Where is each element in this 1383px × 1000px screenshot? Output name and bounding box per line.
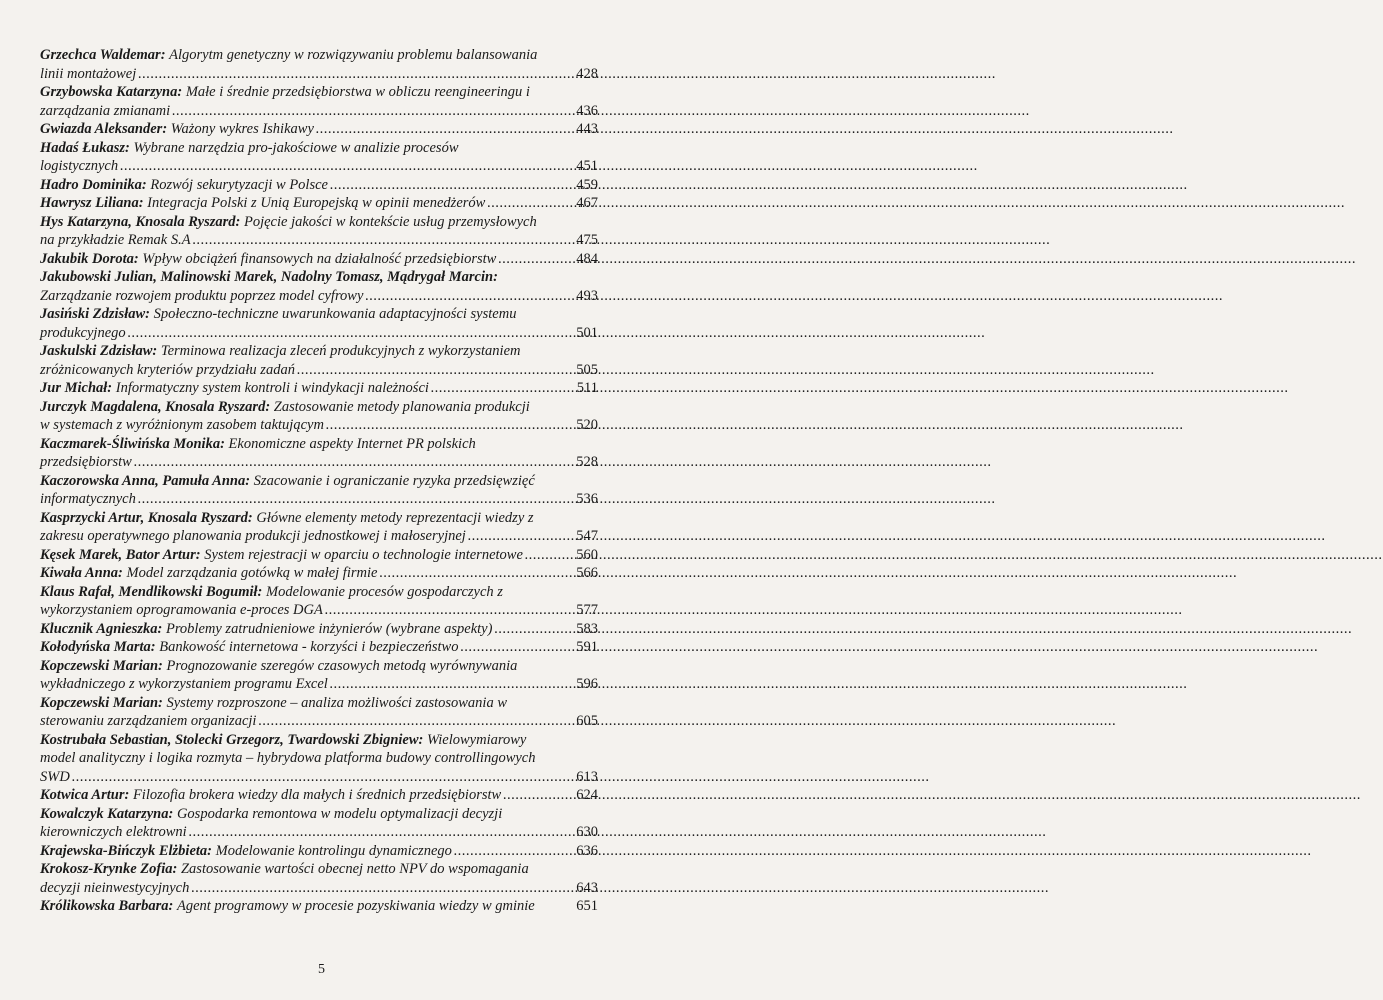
entry-title: Zastosowanie wartości obecnej netto NPV do wspomagania: [180, 861, 529, 877]
entry-title-cont: wykładniczego z wykorzystaniem programu Excel: [40, 676, 328, 692]
entry-title-cont: model analityczny i logika rozmyta – hybrydowa platforma budowy controllingowych: [40, 750, 536, 766]
dot-leader: [138, 490, 564, 509]
toc-entry: [40, 268, 598, 305]
toc-line: [40, 675, 598, 694]
entry-title: Ekonomiczne aspekty Internet PR polskich: [228, 435, 476, 452]
entry-title-cont: na przykładzie Remak S.A: [40, 232, 191, 248]
toc-line: [40, 83, 598, 102]
toc-line: [40, 176, 598, 195]
entry-authors: Kiwała Anna:: [40, 565, 123, 581]
entry-title: Gospodarka remontowa w modelu optymalizacji decyzji: [176, 805, 503, 822]
dot-leader: [120, 157, 564, 176]
entry-title: Modelowanie procesów gospodarczych z: [266, 583, 503, 600]
toc-line: [40, 102, 598, 121]
dot-leader: [487, 194, 564, 213]
toc-entry: [40, 786, 598, 805]
entry-title: Ważony wykres Ishikawy: [170, 121, 314, 137]
toc-line: [40, 620, 598, 639]
toc-line: [40, 490, 598, 509]
toc-entry: [40, 194, 598, 213]
toc-line: [40, 694, 598, 713]
toc-line: [40, 250, 598, 269]
entry-title: Filozofia brokera wiedzy dla małych i średnich przedsiębiorstw: [132, 787, 502, 803]
entry-authors: Hadro Dominika:: [40, 176, 147, 193]
entry-page-number: 501: [576, 324, 598, 341]
entry-page-number: 636: [576, 842, 598, 859]
toc-entry: [40, 620, 598, 639]
page-number: 5: [318, 962, 325, 977]
toc-line: [40, 398, 598, 417]
dot-leader: [460, 638, 564, 657]
entry-title: Wielowymiarowy: [426, 731, 527, 748]
toc-line: [40, 749, 598, 768]
entry-page-number: 583: [576, 620, 598, 637]
entry-page-number: 613: [576, 768, 598, 785]
toc-entry: [40, 897, 598, 916]
entry-authors: Kołodyńska Marta:: [40, 639, 156, 655]
entry-authors: Klaus Rafał, Mendlikowski Bogumił:: [40, 583, 263, 600]
entry-page-number: 475: [576, 232, 598, 248]
entry-authors: Krokosz-Krynke Zofia:: [40, 861, 178, 877]
toc-line: [40, 231, 598, 250]
toc-line: [40, 65, 598, 84]
entry-page-number: 596: [576, 676, 598, 692]
entry-title-cont: zarządzania zmianami: [40, 102, 171, 119]
entry-page-number: 493: [576, 287, 598, 304]
toc-line: [40, 879, 598, 898]
entry-authors: Kostrubała Sebastian, Stolecki Grzegorz, Twardowski Zbigniew:: [40, 731, 424, 748]
toc-line: [40, 860, 598, 879]
entry-authors: Kopczewski Marian:: [40, 694, 163, 711]
toc-line: [40, 638, 598, 657]
entry-authors: Hys Katarzyna, Knosala Ryszard:: [40, 213, 241, 230]
entry-authors: Jur Michał:: [40, 380, 113, 396]
entry-title-cont: logistycznych: [40, 158, 119, 174]
toc-line: [40, 194, 598, 213]
toc-line: [40, 472, 598, 491]
toc-entry: [40, 583, 598, 620]
toc-entry: [40, 213, 598, 250]
toc-line: [40, 897, 598, 916]
entry-authors: Jakubowski Julian, Malinowski Marek, Nadolny Tomasz, Mądrygał Marcin:: [40, 269, 498, 285]
toc-line: [40, 527, 598, 546]
toc-line: [40, 157, 598, 176]
dot-leader: [189, 823, 564, 842]
toc-line: [40, 305, 598, 324]
entry-title-cont: zakresu operatywnego planowania produkcji jednostkowej i małoseryjnej: [40, 528, 466, 544]
toc-line: [40, 139, 598, 158]
entry-authors: Krajewska-Bińczyk Elżbieta:: [40, 842, 212, 859]
entry-title-cont: kierowniczych elektrowni: [40, 824, 187, 840]
entry-page-number: 428: [576, 65, 598, 82]
entry-page-number: 505: [576, 361, 598, 378]
entry-title-cont: w systemach z wyróżnionym zasobem taktującym: [40, 417, 324, 433]
entry-authors: Gwiazda Aleksander:: [40, 121, 168, 137]
entry-title: Szacowanie i ograniczanie ryzyka przedsięwzięć: [253, 472, 535, 489]
entry-page-number: 547: [576, 528, 598, 544]
dot-leader: [258, 712, 564, 731]
entry-title-cont: przedsiębiorstw: [40, 454, 132, 470]
entry-page-number: 643: [576, 879, 598, 896]
toc-line: [40, 731, 598, 750]
toc-line: [40, 842, 598, 861]
dot-leader: [193, 231, 564, 250]
entry-title-cont: Zarządzanie rozwojem produktu poprzez model cyfrowy: [40, 287, 364, 304]
toc-line: [40, 601, 598, 620]
toc-entry: [40, 120, 598, 139]
toc-line: [40, 786, 598, 805]
toc-line: [40, 324, 598, 343]
entry-authors: Jurczyk Magdalena, Knosala Ryszard:: [40, 398, 271, 415]
dot-leader: [454, 842, 564, 861]
entry-title: Zastosowanie metody planowania produkcji: [273, 398, 530, 415]
entry-authors: Kaczorowska Anna, Pamuła Anna:: [40, 472, 251, 489]
dot-leader: [128, 324, 564, 343]
toc-line: [40, 546, 598, 565]
entry-title-cont: linii montażowej: [40, 65, 137, 82]
entry-authors: Jaskulski Zdzisław:: [40, 343, 158, 359]
entry-title: Wybrane narzędzia pro-jakościowe w analizie procesów: [133, 139, 459, 156]
entry-title-cont: SWD: [40, 768, 70, 785]
dot-leader: [498, 250, 564, 269]
entry-authors: Kowalczyk Katarzyna:: [40, 805, 174, 822]
entry-page-number: 511: [576, 380, 598, 396]
entry-title-cont: informatycznych: [40, 491, 136, 507]
entry-title: Rozwój sekurytyzacji w Polsce: [150, 176, 328, 193]
toc-entry: [40, 139, 598, 176]
toc-line: [40, 453, 598, 472]
toc-line: [40, 768, 598, 787]
entry-authors: Grzechca Waldemar:: [40, 47, 166, 63]
entry-title: Prognozowanie szeregów czasowych metodą wyrównywania: [166, 657, 518, 674]
entry-page-number: 605: [576, 713, 598, 729]
dot-leader: [326, 416, 564, 435]
toc-entry: [40, 342, 598, 379]
entry-title: Bankowość internetowa - korzyści i bezpieczeństwo: [159, 639, 459, 655]
toc-line: [40, 46, 598, 65]
toc-entry: [40, 564, 598, 583]
entry-authors: Kotwica Artur:: [40, 787, 130, 803]
entry-page-number: 624: [576, 787, 598, 803]
entry-authors: Kęsek Marek, Bator Artur:: [40, 546, 201, 563]
toc-entry: [40, 694, 598, 731]
toc-line: [40, 287, 598, 306]
toc-line: [40, 509, 598, 528]
entry-title: System rejestracji w oparciu o technologie internetowe: [204, 546, 523, 563]
toc-entry: [40, 472, 598, 509]
dot-leader: [468, 527, 564, 546]
toc-entry: [40, 46, 598, 83]
entry-title: Model zarządzania gotówką w małej firmie: [126, 565, 378, 581]
toc-line: [40, 268, 598, 287]
toc-entry: [40, 638, 598, 657]
toc-entry: [40, 842, 598, 861]
dot-leader: [431, 379, 564, 398]
dot-leader: [297, 361, 564, 380]
dot-leader: [138, 65, 564, 84]
toc-entry: [40, 176, 598, 195]
toc-line: [40, 712, 598, 731]
entry-authors: Kasprzycki Artur, Knosala Ryszard:: [40, 509, 253, 526]
dot-leader: [330, 675, 564, 694]
entry-page-number: 467: [576, 195, 598, 211]
toc-line: [40, 120, 598, 139]
toc-line: [40, 213, 598, 232]
entry-title: Integracja Polski z Unią Europejską w opinii menedżerów: [147, 195, 486, 211]
toc-entry: [40, 379, 598, 398]
entry-page-number: 451: [576, 158, 598, 174]
entry-title-cont: zróżnicowanych kryteriów przydziału zadań: [40, 361, 295, 378]
entry-title: Systemy rozproszone – analiza możliwości zastosowania w: [166, 694, 508, 711]
entry-page-number: 560: [576, 546, 598, 563]
entry-title: Modelowanie kontrolingu dynamicznego: [215, 842, 452, 859]
entry-title: Społeczno-techniczne uwarunkowania adaptacyjności systemu: [153, 306, 517, 322]
entry-title: Informatyczny system kontroli i windykacji należności: [115, 380, 429, 396]
entry-title: Algorytm genetyczny w rozwiązywaniu problemu balansowania: [169, 47, 538, 63]
entry-authors: Jakubik Dorota:: [40, 250, 139, 267]
entry-authors: Hadaś Łukasz:: [40, 139, 130, 156]
entry-title: Wpływ obciążeń finansowych na działalność przedsiębiorstw: [142, 250, 497, 267]
entry-title-cont: wykorzystaniem oprogramowania e-proces DGA: [40, 602, 323, 618]
entry-page-number: 436: [576, 102, 598, 119]
toc-entry: [40, 398, 598, 435]
toc-line: [40, 435, 598, 454]
toc-entry: [40, 83, 598, 120]
entry-page-number: 520: [576, 417, 598, 433]
toc-line: [40, 361, 598, 380]
toc-line: [40, 823, 598, 842]
toc-line: [40, 564, 598, 583]
toc-entry: [40, 731, 598, 787]
entry-authors: Kaczmarek-Śliwińska Monika:: [40, 435, 225, 452]
toc-line: [40, 583, 598, 602]
toc-line: [40, 416, 598, 435]
dot-leader: [379, 564, 564, 583]
toc-entry: [40, 657, 598, 694]
dot-leader: [330, 176, 564, 195]
entry-authors: Jasiński Zdzisław:: [40, 306, 150, 322]
entry-authors: Grzybowska Katarzyna:: [40, 84, 183, 100]
toc-line: [40, 657, 598, 676]
toc-line: [40, 342, 598, 361]
entry-title: Terminowa realizacja zleceń produkcyjnych z wykorzystaniem: [160, 343, 521, 359]
entry-page-number: 528: [576, 454, 598, 470]
entry-page-number: 566: [576, 565, 598, 581]
dot-leader: [72, 768, 564, 787]
toc-entry: [40, 860, 598, 897]
dot-leader: [365, 287, 564, 306]
entry-authors: Królikowska Barbara:: [40, 898, 174, 914]
entry-page-number: 536: [576, 491, 598, 507]
entry-page-number: 459: [576, 176, 598, 193]
entry-title: Pojęcie jakości w kontekście usług przemysłowych: [243, 213, 537, 230]
entry-page-number: 484: [576, 250, 598, 267]
entry-title-cont: decyzji nieinwestycyjnych: [40, 879, 190, 896]
toc-entry: [40, 546, 598, 565]
dot-leader: [191, 879, 564, 898]
dot-leader: [494, 620, 564, 639]
dot-leader: [325, 601, 564, 620]
toc-entry: [40, 805, 598, 842]
toc-entry: [40, 435, 598, 472]
table-of-contents: [40, 46, 598, 916]
entry-title: Małe i średnie przedsiębiorstwa w obliczu reengineeringu i: [185, 84, 530, 100]
toc-entry: [40, 305, 598, 342]
dot-leader: [172, 102, 564, 121]
toc-line: [40, 379, 598, 398]
entry-title-cont: sterowaniu zarządzaniem organizacji: [40, 713, 257, 729]
dot-leader: [525, 546, 564, 565]
entry-authors: Kopczewski Marian:: [40, 657, 163, 674]
toc-entry: [40, 509, 598, 546]
dot-leader: [134, 453, 564, 472]
entry-title: Problemy zatrudnieniowe inżynierów (wybrane aspekty): [165, 620, 493, 637]
entry-page-number: 630: [576, 824, 598, 840]
entry-authors: Hawrysz Liliana:: [40, 195, 144, 211]
entry-title: Główne elementy metody reprezentacji wiedzy z: [256, 509, 534, 526]
toc-entry: [40, 250, 598, 269]
entry-page-number: 591: [576, 639, 598, 655]
entry-page-number: 577: [576, 602, 598, 618]
entry-title-cont: produkcyjnego: [40, 324, 126, 341]
entry-title: Agent programowy w procesie pozyskiwania wiedzy w gminie: [176, 898, 535, 914]
entry-authors: Klucznik Agnieszka:: [40, 620, 163, 637]
dot-leader: [503, 786, 564, 805]
entry-page-number: 443: [576, 121, 598, 137]
dot-leader: [316, 120, 564, 139]
entry-page-number: 651: [576, 898, 598, 914]
toc-line: [40, 805, 598, 824]
